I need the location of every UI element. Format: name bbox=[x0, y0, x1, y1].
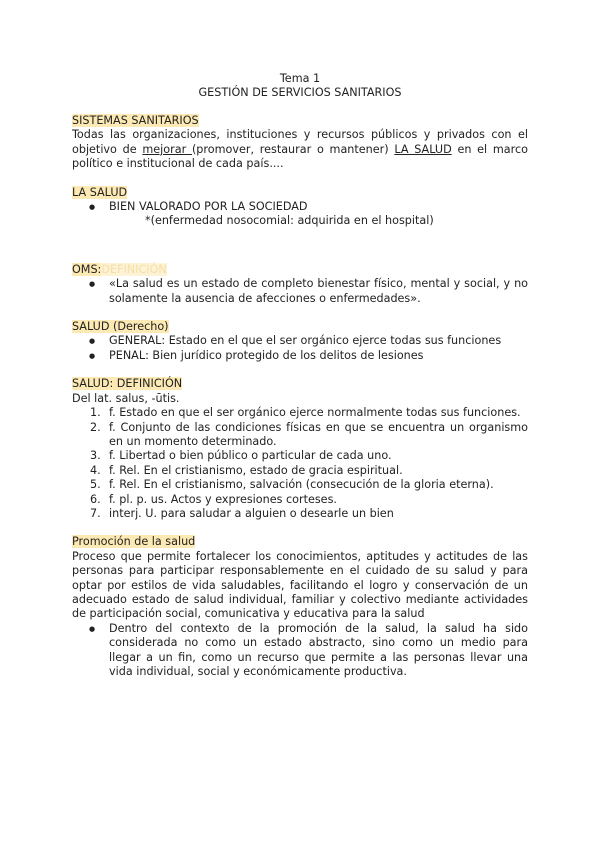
section-la-salud bbox=[72, 186, 528, 229]
text-fragment: (promover, restaurar o mantener) bbox=[191, 142, 395, 156]
list-item bbox=[72, 464, 528, 478]
list-item: ● Dentro del contexto de la promoción de la salud, la salud ha sido considerada no como un estado abstracto, sino como un medio para llegar a un fin, como un recurso que permite a las personas llevar una vida individual, social y económicamente productiva. bbox=[72, 622, 528, 680]
paragraph-promocion: Proceso que permite fortalecer los conocimientos, aptitudes y actitudes de las personas para participar responsablemente en el cuidado de su salud y para optar por estilos de vida saludables, facilitando el logro y conservación de un adecuado estado de salud individual, familiar y colectivo mediante actividades de participación social, comunicativa y educativa para la salud bbox=[72, 549, 528, 621]
list-item bbox=[72, 507, 528, 521]
item-text: interj. U. para saludar a alguien o desearle un bien bbox=[109, 506, 394, 520]
item-text: f. Rel. En el cristianismo, salvación (consecución de la gloria eterna). bbox=[109, 478, 494, 492]
list-item bbox=[72, 449, 528, 463]
list-item bbox=[72, 406, 528, 420]
item-text: f. Libertad o bien público o particular de cada uno. bbox=[109, 449, 392, 463]
item-text: f. Conjunto de las condiciones físicas en que se encuentra un organismo en un momento determinado. bbox=[109, 420, 528, 448]
text-fragment: en el marco político e institucional de cada país.... bbox=[72, 142, 529, 171]
topic-number: Tema 1 bbox=[279, 72, 321, 85]
item-text: f. Rel. En el cristianismo, estado de gracia espiritual. bbox=[109, 463, 403, 477]
heading-salud-derecho: SALUD (Derecho) bbox=[72, 320, 169, 334]
item-text: f. pl. p. us. Actos y expresiones corteses. bbox=[109, 492, 337, 506]
paragraph-sistemas bbox=[72, 128, 528, 171]
section-oms bbox=[72, 263, 528, 306]
list-item: ● «La salud es un estado de completo bienestar físico, mental y social, y no solamente la ausencia de afecciones o enfermedades». bbox=[72, 277, 528, 306]
item-number: 2. bbox=[90, 420, 101, 434]
heading-promocion: Promoción de la salud bbox=[72, 535, 196, 549]
list-item: ● BIEN VALORADO POR LA SOCIEDAD bbox=[72, 200, 528, 214]
list-item bbox=[72, 478, 528, 492]
note-nosocomial: *(enfermedad nosocomial: adquirida en el hospital) bbox=[145, 214, 434, 228]
underlined-text: LA SALUD bbox=[394, 142, 452, 156]
section-sistemas-sanitarios bbox=[72, 114, 528, 172]
item-text: f. Estado en que el ser orgánico ejerce normalmente todas sus funciones. bbox=[109, 406, 521, 420]
heading-la-salud: LA SALUD bbox=[72, 185, 128, 199]
heading-sistemas-sanitarios: SISTEMAS SANITARIOS bbox=[72, 114, 199, 127]
section-promocion bbox=[72, 535, 528, 679]
faded-definicion-label: DEFINICIÓN bbox=[101, 262, 167, 276]
list-item: ● GENERAL: Estado en el que el ser orgánico ejerce todas sus funciones bbox=[72, 334, 528, 348]
item-number: 4. bbox=[90, 463, 101, 477]
item-number: 3. bbox=[90, 449, 101, 463]
list-item bbox=[72, 493, 528, 507]
etymology: Del lat. salus, -ūtis. bbox=[72, 391, 180, 405]
underlined-text: mejorar bbox=[142, 142, 192, 156]
list-item bbox=[72, 421, 528, 450]
section-salud-definicion bbox=[72, 377, 528, 521]
item-number: 6. bbox=[90, 492, 101, 506]
item-number: 5. bbox=[90, 478, 101, 492]
list-item: ● PENAL: Bien jurídico protegido de los delitos de lesiones bbox=[72, 349, 528, 363]
topic-title: GESTIÓN DE SERVICIOS SANITARIOS bbox=[198, 86, 402, 99]
document-title bbox=[72, 72, 528, 100]
section-salud-derecho bbox=[72, 320, 528, 363]
heading-salud-definicion: SALUD: DEFINICIÓN bbox=[72, 377, 183, 391]
item-number: 7. bbox=[90, 506, 101, 520]
text-fragment: Todas las organizaciones, instituciones y recursos públicos y privados con el objetivo de bbox=[72, 128, 528, 156]
item-number: 1. bbox=[90, 406, 101, 420]
heading-oms: OMS: bbox=[72, 262, 102, 276]
